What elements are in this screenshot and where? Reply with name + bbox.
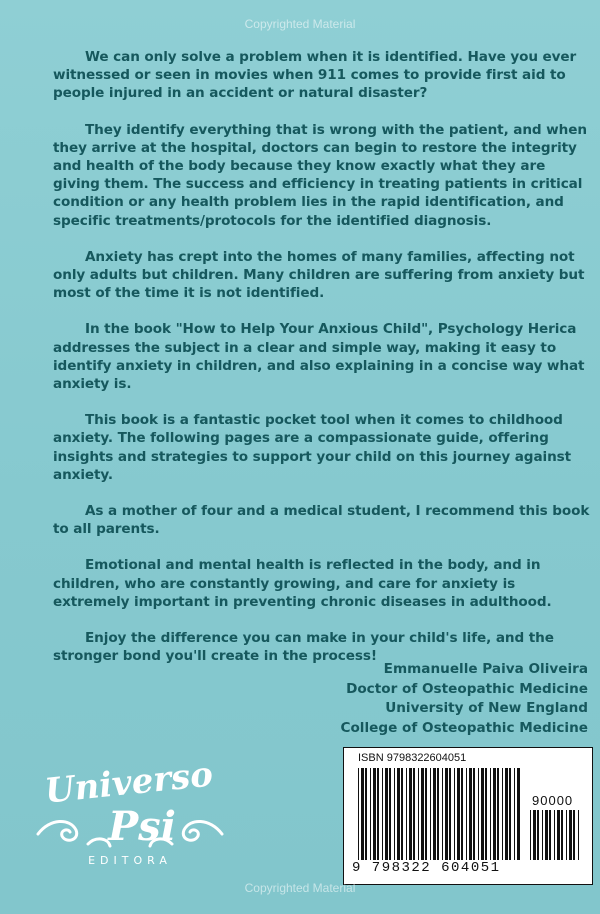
barcode-stripe	[554, 810, 555, 860]
barcode-stripe	[473, 768, 475, 860]
barcode-stripe	[478, 768, 479, 860]
paragraph-7: Emotional and mental health is reflected in the body, and in children, who are constantly growing, and care for anxiety is extremely important in preventing chronic diseases in adulthood.	[53, 557, 552, 610]
paragraph-4: In the book "How to Help Your Anxious Child", Psychology Herica addresses the subject in a clear and simple way, making it easy to identify anxiety in children, and also explaining in a concise way what anxiety is.	[53, 321, 585, 393]
barcode-stripe	[430, 768, 431, 860]
barcode-stripe	[358, 768, 359, 860]
barcode-stripe	[397, 768, 400, 860]
watermark-top: Copyrighted Material	[244, 17, 356, 31]
barcode-stripe	[578, 810, 579, 860]
barcode-stripe	[365, 768, 367, 860]
barcode-stripe	[505, 768, 508, 860]
barcode-stripe	[373, 768, 376, 860]
signature-title: Doctor of Osteopathic Medicine	[346, 680, 588, 697]
barcode-stripe	[514, 768, 515, 860]
barcode-stripe	[469, 768, 472, 860]
barcode-stripe	[421, 768, 424, 860]
paragraph-1: We can only solve a problem when it is identified. Have you ever witnessed or seen in movies when 911 comes to provide first aid to people injured in an accident or natural disaster?	[53, 49, 577, 102]
barcode-digits: 9 798322 604051	[352, 860, 501, 876]
barcode-stripe	[394, 768, 395, 860]
signature-name: Emmanuelle Paiva Oliveira	[383, 661, 588, 677]
barcode-stripe	[542, 810, 543, 860]
signature-block	[288, 660, 588, 738]
paragraph-2: They identify everything that is wrong with the patient, and when they arrive at the hospital, doctors can begin to restore the integrity and health of the body because they know exactly what they are giving them. The success and efficiency in treating patients in critical condition or any health problem lies in the rapid identification, and specific treatments/protocols for the identified diagnosis.	[53, 121, 587, 229]
barcode-stripe	[389, 768, 391, 860]
barcode-stripe	[433, 768, 436, 860]
barcode-stripe	[457, 768, 460, 860]
barcode-stripe	[517, 768, 520, 860]
barcode-stripe	[493, 768, 496, 860]
barcode-stripe	[490, 768, 491, 860]
paragraph-5: This book is a fantastic pocket tool when it comes to childhood anxiety. The following pages are a compassionate guide, offering insights and strategies to support your child on this journey against anxiety.	[53, 412, 572, 483]
barcode-stripe	[549, 810, 551, 860]
barcode-stripe	[437, 768, 439, 860]
barcode-stripe	[442, 768, 443, 860]
logo-swirl-center-left	[88, 839, 110, 846]
barcode-stripe	[533, 810, 536, 860]
barcode-stripe	[418, 768, 419, 860]
barcode-stripe	[466, 768, 467, 860]
paragraph-3: Anxiety has crept into the homes of many families, affecting not only adults but children. Many children are suffering from anxiety but most of the time it is not identified.	[53, 248, 585, 302]
barcode-stripe	[409, 768, 412, 860]
signature-college: College of Osteopathic Medicine	[340, 719, 588, 736]
barcode-stripe	[361, 768, 364, 860]
logo-subtitle: EDITORA	[88, 854, 172, 867]
isbn-barcode	[343, 747, 593, 885]
barcode-stripe	[461, 768, 463, 860]
universo-psi-logo	[30, 752, 230, 872]
barcode-stripe	[502, 768, 503, 860]
barcode-stripe	[401, 768, 403, 860]
watermark-bottom: Copyrighted Material	[244, 881, 356, 895]
barcode-stripe	[569, 810, 572, 860]
barcode-stripe	[509, 768, 511, 860]
barcode-stripe	[382, 768, 383, 860]
barcode-stripe	[406, 768, 407, 860]
barcode-stripe	[377, 768, 379, 860]
logo-swirl-left	[38, 821, 77, 840]
logo-word-universo: Universo	[43, 754, 215, 812]
barcode-stripe	[561, 810, 563, 860]
barcode-stripe	[557, 810, 560, 860]
barcode-stripe	[425, 768, 427, 860]
barcode-stripe	[385, 768, 388, 860]
barcode-stripe	[481, 768, 484, 860]
logo-word-psi: Psi	[108, 803, 176, 850]
paragraph-8: Enjoy the difference you can make in your child's life, and the stronger bond you'll create in the process!	[53, 630, 554, 665]
barcode-stripe	[530, 810, 531, 860]
price-code: 90000	[532, 793, 574, 808]
barcode-stripe	[545, 810, 548, 860]
barcode-stripe	[449, 768, 451, 860]
barcode-stripe	[537, 810, 539, 860]
isbn-label: ISBN 9798322604051	[358, 752, 467, 764]
barcode-stripe	[370, 768, 371, 860]
logo-swirl-right	[183, 821, 222, 840]
barcode-stripe	[413, 768, 415, 860]
barcode-stripe	[573, 810, 575, 860]
barcode-stripe	[497, 768, 499, 860]
barcode-stripe	[445, 768, 448, 860]
signature-university: University of New England	[385, 700, 588, 716]
paragraph-6: As a mother of four and a medical student, I recommend this book to all parents.	[53, 503, 590, 538]
endorsement-text	[53, 48, 593, 683]
barcode-stripe	[485, 768, 487, 860]
barcode-stripe	[566, 810, 567, 860]
barcode-stripe	[454, 768, 455, 860]
